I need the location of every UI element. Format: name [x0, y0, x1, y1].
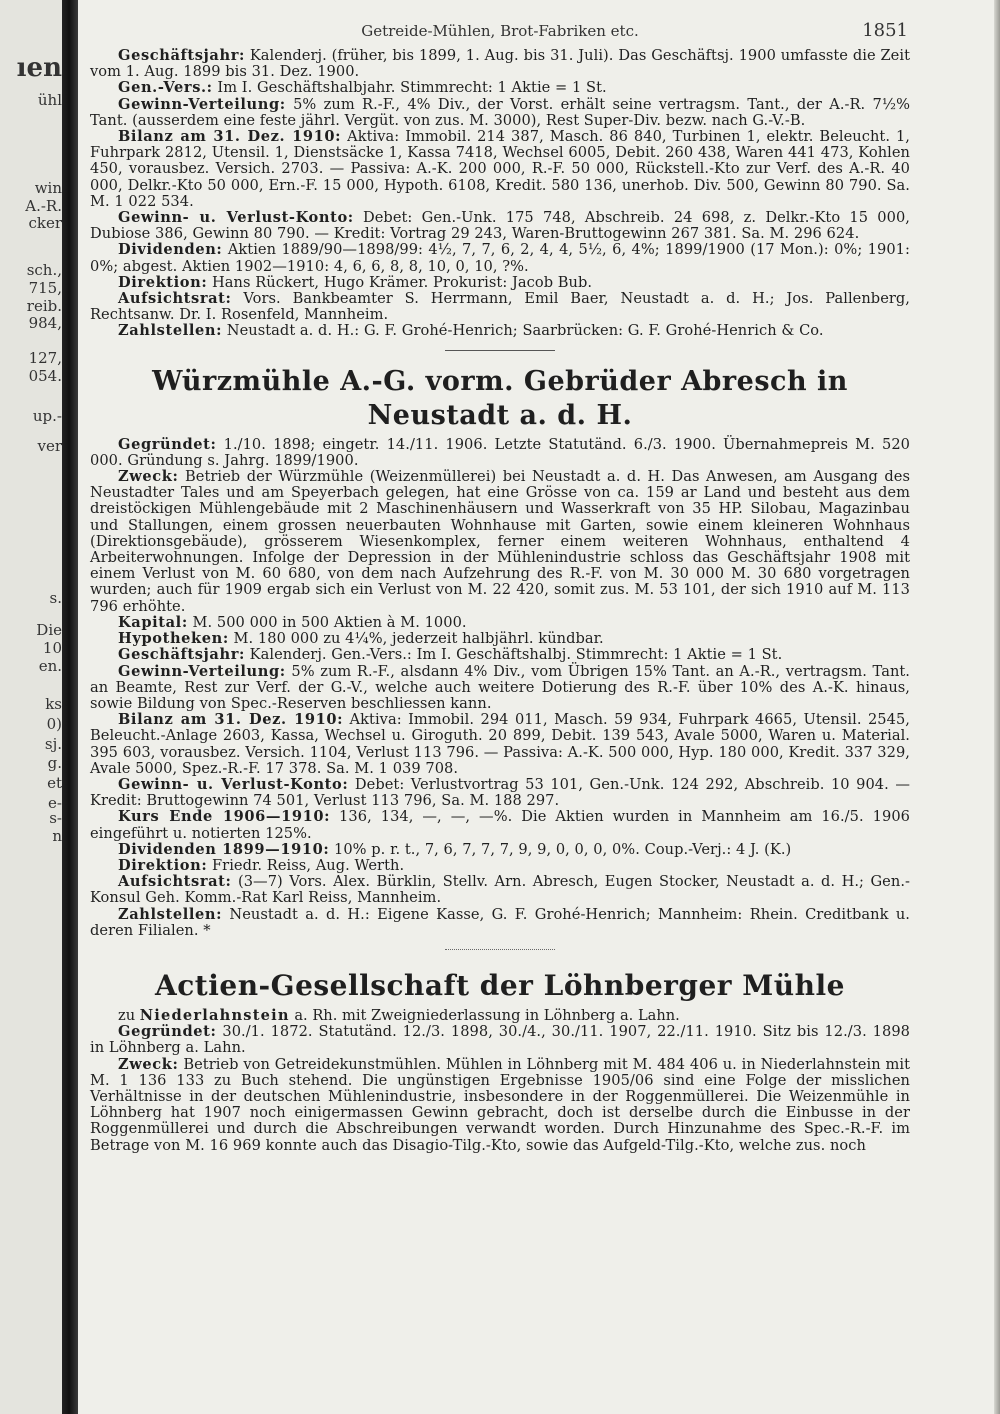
entry-paragraph [90, 858, 910, 874]
entry-key: Hypotheken: [118, 630, 229, 648]
entry-text: (3—7) Vors. Alex. Bürklin, Stellv. Arn. Abresch, Eugen Stocker, Neustadt a. d. H.; Gen.-Konsul Geh. Komm.-Rat Karl Reiss, Mannheim. [90, 873, 910, 907]
entry-text: Debet: Verlustvortrag 53 101, Gen.-Unk. 124 292, Abschreib. 10 904. — Kredit: Bruttogewinn 74 501, Verlust 113 796, Sa. M. 188 297. [90, 775, 910, 810]
entry-text: Hans Rückert, Hugo Krämer. Prokurist: Jacob Bub. [207, 273, 593, 291]
entry-paragraph [90, 242, 910, 274]
margin-fragment: 127, [28, 349, 62, 367]
entry-text: 10% p. r. t., 7, 6, 7, 7, 7, 9, 9, 0, 0, 0, 0%. Coup.-Verj.: 4 J. (K.) [329, 840, 792, 858]
entry-key: Zahlstellen: [118, 905, 223, 923]
margin-fragment: cker [28, 214, 62, 232]
entry-text: Friedr. Reiss, Aug. Werth. [207, 856, 405, 874]
margin-fragment: 715, [28, 279, 62, 297]
entry-paragraph [90, 210, 910, 242]
entry-text: Aktiva: Immobil. 214 387, Masch. 86 840, Turbinen 1, elektr. Beleucht. 1, Fuhrpark 2812, Utensil. 1, Dienstsäcke 1, Kassa 7418, Wechsel 6005, Debit. 260 438, Waren 441 473, Kohlen 450, vorausbez. Versich. 2703. — Passiva: A.-K. 200 000, R.-F. 50 000, Rückstell.-Kto zur Verf. des A.-R. 40 000, Delkr.-Kto 50 000, Ern.-F. 15 000, Hypoth. 6108, Kredit. 580 136, unerhob. Div. 500, Gewinn 80 790. Sa. M. 1 022 534. [90, 128, 910, 210]
entry-key: Bilanz am 31. Dez. 1910: [118, 128, 342, 146]
entry-paragraph [90, 907, 910, 939]
entry-paragraph [90, 48, 910, 80]
margin-fragment: ıen [16, 53, 62, 83]
entry-text: 136, 134, —, —, —%. Die Aktien wurden in Mannheim am 16./5. 1906 eingeführt u. notierten 125%. [90, 808, 910, 842]
entry-paragraph [90, 712, 910, 777]
entry-text: 30./1. 1872. Statutänd. 12./3. 1898, 30./4., 30./11. 1907, 22./11. 1910. Sitz bis 12./3. 1898 in Löhnberg a. Lahn. [90, 1023, 910, 1057]
entry-paragraph [90, 80, 910, 96]
section-divider [445, 949, 555, 950]
entry-key: Gewinn-Verteilung: [118, 95, 286, 113]
entry-key: Zweck: [118, 1055, 179, 1073]
entry-text: Neustadt a. d. H.: G. F. Grohé-Henrich; Saarbrücken: G. F. Grohé-Henrich & Co. [222, 322, 824, 340]
entry-paragraph [90, 874, 910, 906]
margin-fragment: n [52, 827, 62, 845]
entry-text: Neustadt a. d. H.: Eigene Kasse, G. F. Grohé-Henrich; Mannheim: Rhein. Creditbank u. deren Filialen. * [90, 905, 910, 939]
entry-text: Kalenderj. Gen.-Vers.: Im I. Geschäftshalbj. Stimmrecht: 1 Aktie = 1 St. [244, 646, 783, 664]
entry-text: 5% zum R.-F., alsdann 4% Div., vom Übrigen 15% Tant. an A.-R., vertragsm. Tant. an Beamte, Rest zur Verf. der G.-V., welche auch weitere Dotierung des R.-F. über 10% des A.-K. hinaus, sowie Bildung von Spec.-Reserven beschliessen kann. [90, 662, 910, 712]
entry-paragraph [90, 97, 910, 129]
book-spine [62, 0, 78, 1414]
entry-key: Direktion: [118, 856, 208, 874]
adjacent-page-strip [0, 0, 66, 1414]
entry-key: Gewinn- u. Verlust-Konto: [118, 209, 354, 227]
subtitle-prefix: zu [118, 1006, 140, 1024]
company-section-3 [90, 1024, 910, 1154]
entry-key: Zweck: [118, 468, 179, 486]
company-title-loehnberger: Actien-Gesellschaft der Löhnberger Mühle [155, 968, 845, 1002]
entry-paragraph [90, 1024, 910, 1056]
entry-key: Gen.-Vers.: [118, 79, 213, 97]
entry-paragraph [90, 291, 910, 323]
running-header [90, 14, 910, 48]
entry-key: Direktion: [118, 273, 208, 291]
margin-fragment: g. [47, 754, 62, 772]
margin-fragment: et [47, 774, 62, 792]
margin-fragment: en. [38, 657, 62, 675]
margin-fragment: s. [49, 589, 62, 607]
margin-fragment: ver [37, 437, 62, 455]
margin-fragment: win [34, 179, 62, 197]
section-divider [445, 350, 555, 351]
entry-text: Debet: Gen.-Unk. 175 748, Abschreib. 24 698, z. Delkr.-Kto 15 000, Dubiose 386, Gewinn 80 790. — Kredit: Vortrag 29 243, Waren-Bruttogewinn 267 381. Sa. M. 296 624. [90, 209, 910, 243]
entry-paragraph [90, 777, 910, 809]
entry-key: Gewinn- u. Verlust-Konto: [118, 775, 349, 793]
entry-paragraph [90, 809, 910, 841]
entry-text: M. 180 000 zu 4¼%, jederzeit halbjährl. kündbar. [228, 630, 604, 648]
company-section-1 [90, 48, 910, 340]
entry-text: Kalenderj. (früher, bis 1899, 1. Aug. bis 31. Juli). Das Geschäftsj. 1900 umfasste die Zeit vom 1. Aug. 1899 bis 31. Dez. 1900. [90, 47, 910, 81]
subtitle-rest: a. Rh. mit Zweigniederlassung in Löhnberg a. Lahn. [289, 1006, 680, 1024]
entry-paragraph [90, 615, 910, 631]
margin-fragment: sch., [26, 261, 62, 279]
entry-text: Betrieb von Getreidekunstmühlen. Mühlen in Löhnberg mit M. 484 406 u. in Niederlahnstein mit M. 1 136 133 zu Buch stehend. Die ungünstigen Ergebnisse 1905/06 sind eine Folge der misslichen Verhältnisse in der deutschen Mühlenindustrie, insbesondere in der Roggenmüllerei. Die Weizenmühle in Löhnberg hat 1907 noch einigermassen Gewinn gebracht, doch ist derselbe durch die Einbusse in der Roggenmüllerei und durch die Abschreibungen verwandt worden. Durch Hinzunahme des Spec.-R.-F. im Betrage von M. 16 969 konnte auch das Disagio-Tilg.-Kto, sowie das Aufgeld-Tilg.-Kto, welche zus. noch [90, 1055, 910, 1154]
margin-fragment: Die [36, 621, 62, 639]
entry-key: Gewinn-Verteilung: [118, 662, 286, 680]
entry-paragraph [90, 842, 910, 858]
entry-key: Gegründet: [118, 435, 217, 453]
page-edge [994, 0, 1000, 1414]
margin-fragment: up.- [32, 407, 62, 425]
margin-fragment: sj. [44, 735, 62, 753]
entry-key: Dividenden: [118, 241, 223, 259]
entry-text: M. 500 000 in 500 Aktien à M. 1000. [187, 613, 467, 631]
entry-key: Aufsichtsrat: [118, 873, 232, 891]
subtitle-place: Niederlahnstein [139, 1006, 290, 1024]
entry-text: Aktien 1889/90—1898/99: 4½, 7, 7, 6, 2, 4, 4, 5½, 6, 4%; 1899/1900 (17 Mon.): 0%; 1901: 0%; abgest. Aktien 1902—1910: 4, 6, 6, 8, 8, 10, 0, 10, ?%. [90, 241, 910, 275]
entry-paragraph [90, 647, 910, 663]
company-section-2 [90, 437, 910, 939]
margin-fragment: 984, [28, 314, 62, 332]
entry-paragraph [90, 469, 910, 615]
margin-fragment: reib. [26, 297, 62, 315]
company-title-wuerzmuehle: Würzmühle A.-G. vorm. Gebrüder Abresch in Neustadt a. d. H. [152, 365, 848, 431]
entry-text: Betrieb der Würzmühle (Weizenmüllerei) bei Neustadt a. d. H. Das Anwesen, am Ausgang des Neustadter Tales und am Speyerbach gelegen, hat eine Grösse von ca. 159 ar Land und besteht aus dem dreistöckigen Mühlengebäude mit 2 Maschinenhäusern und Wasserkraft von 35 HP. Silobau, Magazinbau und Stallungen, einem grossen neuerbauten Wohnhause mit Garten, sowie einem kleineren Wohnhaus (Direktionsgebäude), grösserem Wiesenkomplex, ferner einem weiteren Wohnhaus, enthaltend 4 Arbeiterwohnungen. Infolge der Depression in der Mühlenindustrie schloss das Geschäftsjahr 1908 mit einem Verlust von M. 60 680, von dem nach Aufzehrung des R.-F. von M. 30 000 M. 30 680 vorgetragen wurden; auch für 1909 ergab sich ein Verlust von M. 22 420, somit zus. M. 53 101, der sich 1910 auf M. 113 796 erhöhte. [90, 468, 910, 615]
page [90, 14, 910, 1404]
entry-key: Gegründet: [118, 1023, 217, 1041]
entry-paragraph [90, 1057, 910, 1154]
entry-paragraph [90, 664, 910, 713]
page-number: 1851 [862, 20, 908, 41]
entry-text: 1./10. 1898; eingetr. 14./11. 1906. Letzte Statutänd. 6./3. 1900. Übernahmepreis M. 520 000. Gründung s. Jahrg. 1899/1900. [90, 435, 910, 469]
entry-paragraph [90, 631, 910, 647]
margin-fragment: ks [45, 695, 62, 713]
entry-key: Aufsichtsrat: [118, 290, 232, 308]
entry-text: Im I. Geschäftshalbjahr. Stimmrecht: 1 Aktie = 1 St. [212, 79, 607, 97]
margin-fragment: e- [48, 794, 62, 812]
entry-paragraph [90, 323, 910, 339]
entry-text: Vors. Bankbeamter S. Herrmann, Emil Baer, Neustadt a. d. H.; Jos. Pallenberg, Rechtsanw. Dr. I. Rosenfeld, Mannheim. [90, 290, 910, 324]
entry-paragraph [90, 275, 910, 291]
entry-key: Kurs Ende 1906—1910: [118, 808, 331, 826]
entry-paragraph [90, 129, 910, 210]
margin-fragment: 10 [42, 639, 62, 657]
entry-key: Kapital: [118, 613, 188, 631]
margin-fragment: 054. [28, 367, 62, 385]
margin-fragment: s- [49, 809, 62, 827]
running-title: Getreide-Mühlen, Brot-Fabriken etc. [361, 22, 639, 40]
margin-fragment: A.-R. [25, 197, 62, 215]
margin-fragment: ühl [37, 91, 62, 109]
entry-key: Geschäftsjahr: [118, 646, 245, 664]
entry-key: Dividenden 1899—1910: [118, 840, 330, 858]
entry-text: Aktiva: Immobil. 294 011, Masch. 59 934, Fuhrpark 4665, Utensil. 2545, Beleucht.-Anlage 2603, Kassa, Wechsel u. Giroguth. 20 899, Debit. 139 543, Avale 5000, Waren u. Material. 395 603, vorausbez. Versich. 1104, Verlust 113 796. — Passiva: A.-K. 500 000, Hyp. 180 000, Kredit. 337 329, Avale 5000, Spez.-R.-F. 17 378. Sa. M. 1 039 708. [90, 711, 910, 777]
entry-key: Zahlstellen: [118, 322, 223, 340]
entry-text: 5% zum R.-F., 4% Div., der Vorst. erhält seine vertragsm. Tant., der A.-R. 7½% Tant. (ausserdem eine feste jährl. Vergüt. von zus. M. 3000), Rest Super-Div. bezw. nach G.-V.-B. [90, 95, 910, 129]
margin-fragment: 0) [46, 715, 62, 733]
entry-key: Geschäftsjahr: [118, 47, 245, 64]
entry-paragraph [90, 437, 910, 469]
entry-key: Bilanz am 31. Dez. 1910: [118, 711, 344, 729]
company-subtitle [90, 1008, 910, 1024]
